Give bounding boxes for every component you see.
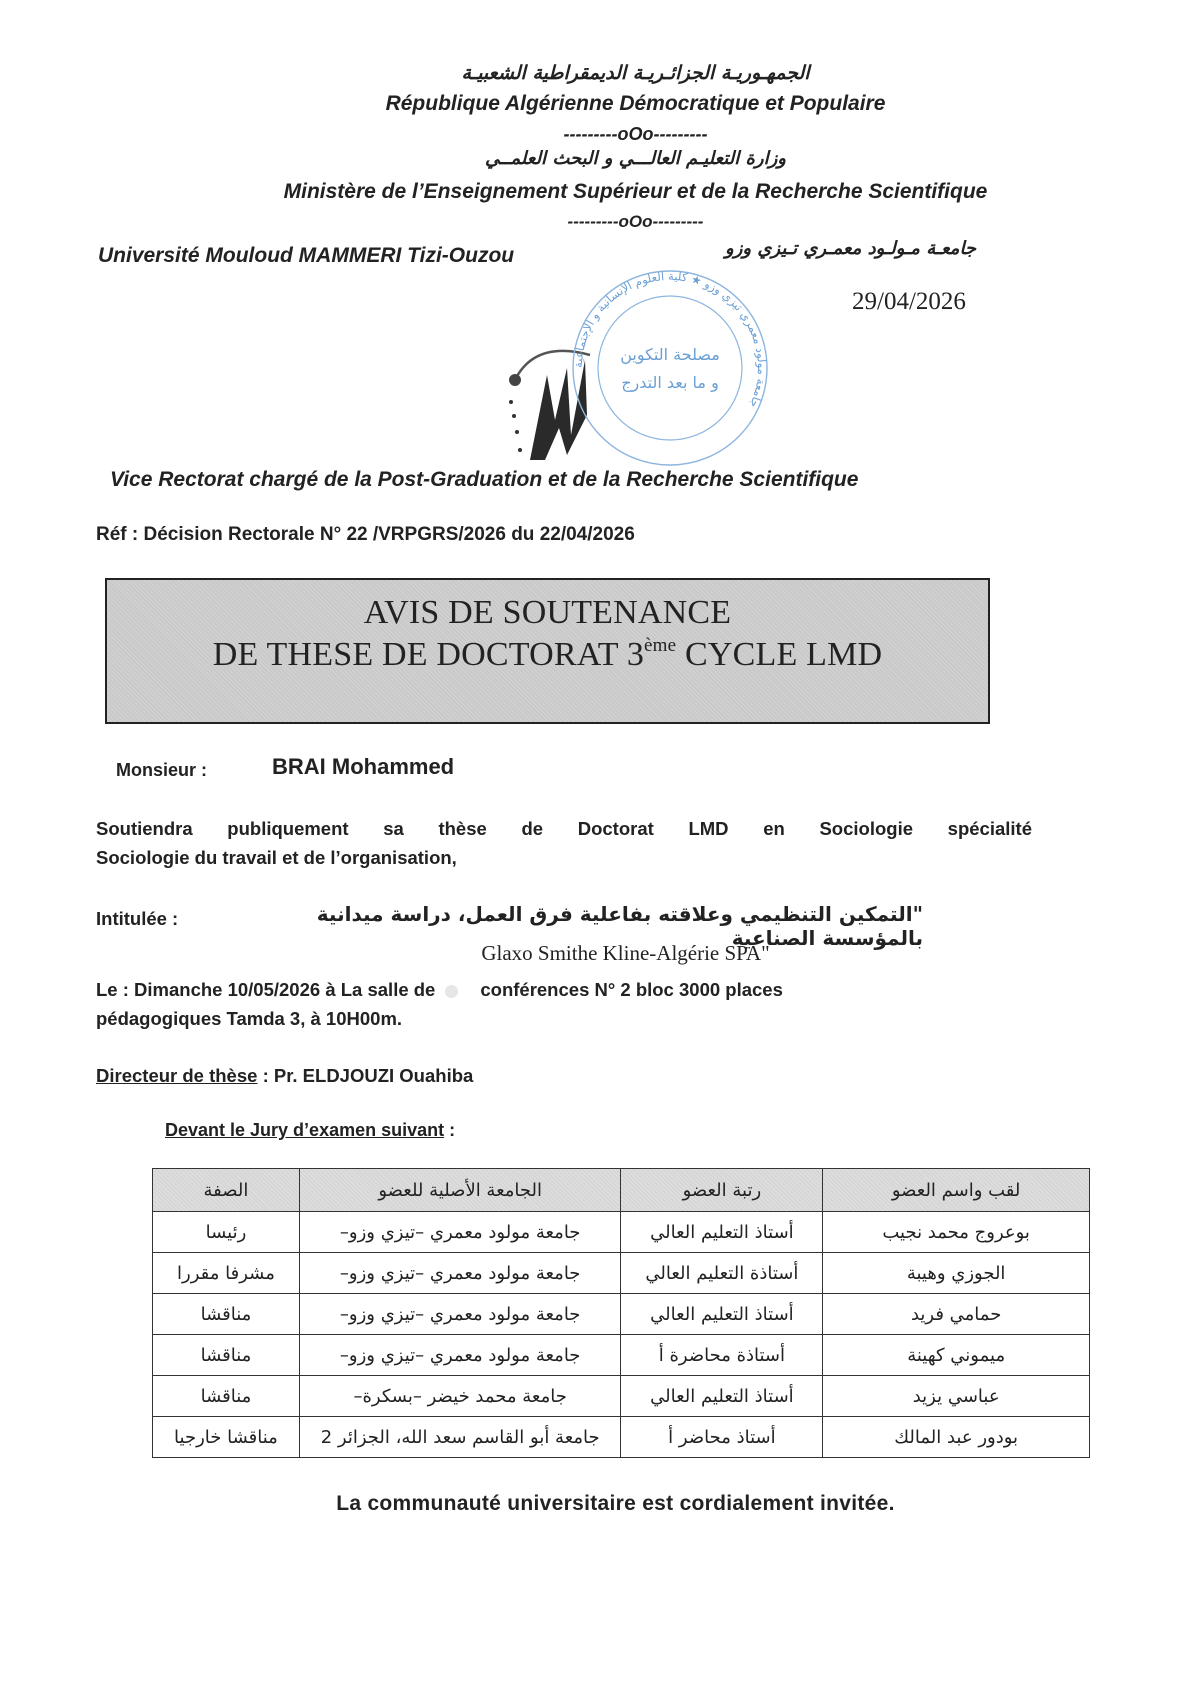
table-row	[153, 1335, 1090, 1376]
document-date: 29/04/2026	[852, 288, 966, 315]
member-name: الجوزي وهيبة	[823, 1253, 1090, 1294]
decision-reference: Réf : Décision Rectorale N° 22 /VRPGRS/2026 du 22/04/2026	[96, 524, 635, 545]
member-university: جامعة مولود معمري –تيزي وزو–	[299, 1335, 621, 1376]
defense-schedule-line1	[96, 979, 783, 1001]
table-row	[153, 1417, 1090, 1458]
member-university: جامعة مولود معمري –تيزي وزو–	[299, 1212, 621, 1253]
republic-name-arabic: الجمهـوريـة الجزائـريـة الديمقراطية الشعبيـة	[461, 62, 810, 84]
closing-invitation: La communauté universitaire est cordialement invitée.	[336, 1492, 895, 1515]
thesis-description-line1: Soutiendra publiquement sa thèse de Doctorat LMD en Sociologie spécialité	[96, 818, 1032, 839]
title-line2-superscript: ème	[644, 635, 677, 656]
jury-table	[152, 1168, 1090, 1458]
thesis-description	[96, 814, 1032, 872]
vice-rectorat-heading: Vice Rectorat chargé de la Post-Graduation et de la Recherche Scientifique	[110, 468, 859, 491]
university-name-french: Université Mouloud MAMMERI Tizi-Ouzou	[98, 244, 515, 267]
thesis-title-arabic: "التمكين التنظيمي وعلاقته بفاعلية فرق العمل، دراسة ميدانية بالمؤسسة الصناعية	[316, 902, 923, 950]
candidate-label: Monsieur :	[116, 760, 208, 780]
member-university: جامعة أبو القاسم سعد الله، الجزائر 2	[299, 1417, 621, 1458]
defense-room: conférences N° 2 bloc 3000 places	[480, 979, 783, 1000]
thesis-director-label: Directeur de thèse	[96, 1065, 258, 1086]
member-rank: أستاذة محاضرة أ	[621, 1335, 823, 1376]
member-rank: أستاذة التعليم العالي	[621, 1253, 823, 1294]
member-name: ميموني كهينة	[823, 1335, 1090, 1376]
notice-title-line1: AVIS DE SOUTENANCE	[363, 594, 732, 631]
member-rank: أستاذ التعليم العالي	[621, 1376, 823, 1417]
header-university: الجامعة الأصلية للعضو	[299, 1169, 621, 1212]
republic-name-french: République Algérienne Démocratique et Populaire	[385, 92, 886, 115]
thesis-title-label: Intitulée :	[96, 908, 179, 929]
jury-intro-label: Devant le Jury d’examen suivant	[165, 1120, 445, 1140]
header-rank: رتبة العضو	[621, 1169, 823, 1212]
member-university: جامعة مولود معمري –تيزي وزو–	[299, 1294, 621, 1335]
official-stamp	[560, 268, 780, 468]
notice-title-line2	[107, 634, 988, 676]
stamp-ring-text: جامعة مولود معمري تيزي وزو ★ كلية العلوم الإنسانية و الإجتماعية	[570, 268, 770, 411]
title-line2-suffix: CYCLE LMD	[676, 636, 883, 673]
member-university: جامعة مولود معمري –تيزي وزو–	[299, 1253, 621, 1294]
thesis-director	[96, 1065, 473, 1087]
member-rank: أستاذ التعليم العالي	[621, 1212, 823, 1253]
table-row	[153, 1294, 1090, 1335]
stamp-graphic	[560, 268, 780, 468]
thesis-director-name: : Pr. ELDJOUZI Ouahiba	[257, 1065, 474, 1086]
member-rank: أستاذ التعليم العالي	[621, 1294, 823, 1335]
member-rank: أستاذ محاضر أ	[621, 1417, 823, 1458]
ministry-name-arabic: وزارة التعليـم العالـــي و البحث العلمــي	[484, 148, 787, 169]
member-name: حمامي فريد	[823, 1294, 1090, 1335]
header-member-name: لقب واسم العضو	[823, 1169, 1090, 1212]
thesis-title-company: Glaxo Smithe Kline-Algérie SPA"	[481, 941, 770, 965]
ministry-name-french: Ministère de l’Enseignement Supérieur et de la Recherche Scientifique	[283, 180, 988, 203]
table-row	[153, 1212, 1090, 1253]
separator-ooo: ---------oOo---------	[563, 124, 708, 144]
member-name: عباسي يزيد	[823, 1376, 1090, 1417]
member-name: بودور عبد المالك	[823, 1417, 1090, 1458]
header-role: الصفة	[153, 1169, 300, 1212]
stamp-center-line2: و ما بعد التدرج	[621, 373, 719, 392]
member-name: بوعروج محمد نجيب	[823, 1212, 1090, 1253]
member-role: مشرفا مقررا	[153, 1253, 300, 1294]
member-role: مناقشا	[153, 1294, 300, 1335]
title-line2-prefix: DE THESE DE DOCTORAT 3	[212, 636, 645, 673]
member-role: مناقشا	[153, 1376, 300, 1417]
stamp-center-line1: مصلحة التكوين	[620, 345, 720, 364]
separator-ooo: ---------oOo---------	[567, 212, 704, 231]
jury-intro-colon: :	[444, 1120, 456, 1140]
member-university: جامعة محمد خيضر –بسكرة–	[299, 1376, 621, 1417]
thesis-description-line2: Sociologie du travail et de l’organisation,	[96, 847, 457, 868]
member-role: مناقشا	[153, 1335, 300, 1376]
notice-title-box	[105, 578, 990, 724]
jury-intro	[165, 1120, 455, 1141]
member-role: رئيسا	[153, 1212, 300, 1253]
university-name-arabic: جامعـة مـولـود معمـري تـيزي وزو	[725, 238, 977, 259]
jury-table-header-row	[153, 1169, 1090, 1212]
table-row	[153, 1376, 1090, 1417]
candidate-name: BRAI Mohammed	[272, 754, 455, 779]
defense-date-venue: Le : Dimanche 10/05/2026 à La salle de	[96, 979, 436, 1000]
table-row	[153, 1253, 1090, 1294]
member-role: مناقشا خارجيا	[153, 1417, 300, 1458]
defense-schedule-line2: pédagogiques Tamda 3, à 10H00m.	[96, 1008, 403, 1029]
scan-artifact-dot	[445, 985, 458, 998]
